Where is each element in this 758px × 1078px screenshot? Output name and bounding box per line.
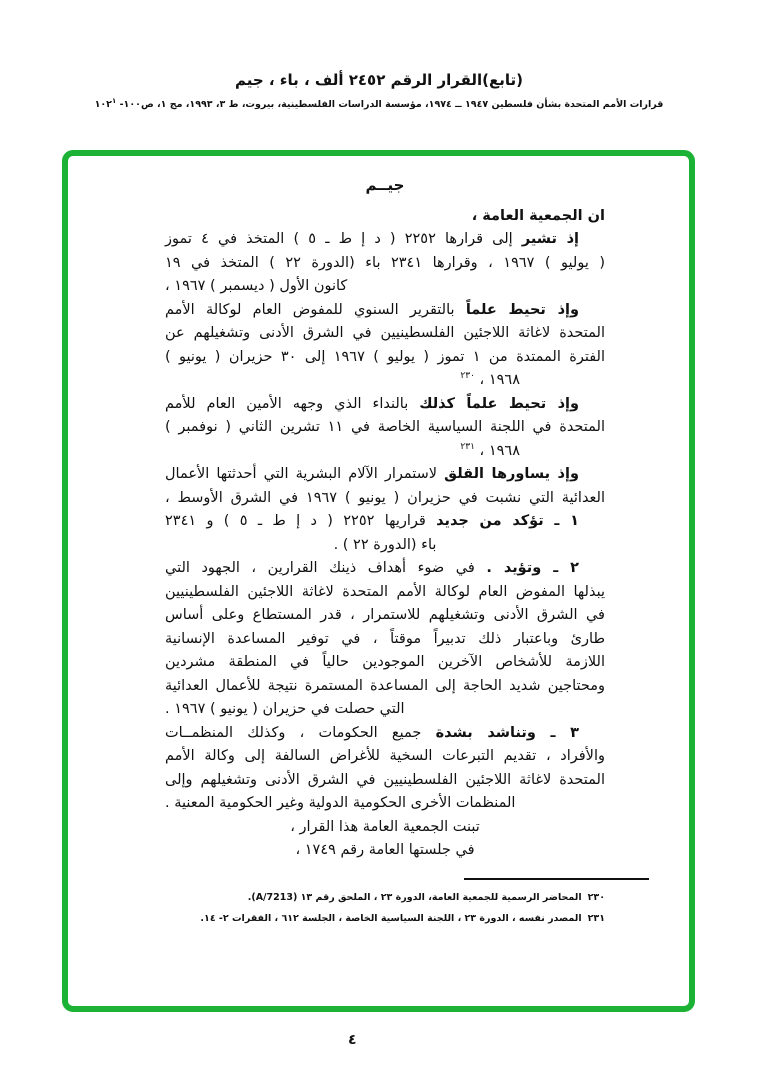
footnote-reference: ٢٣١ — [460, 441, 475, 452]
text-line: والأفراد ، تقديم التبرعات السخية للأغراض السالفة إلى وكالة الأمم — [165, 748, 605, 764]
resolution-body — [165, 174, 605, 863]
text-line: وإذ يساورها القلق لاستمرار الآلام البشرية التي أحدثتها الأعمال — [165, 466, 579, 482]
doc-header — [0, 71, 758, 110]
text-line: كانون الأول ( ديسمبر ) ١٩٦٧ ، — [165, 278, 348, 294]
text-line: العدائية التي نشبت في حزيران ( يونيو ) ١٩٦٧ في الشرق الأوسط ، — [165, 489, 606, 506]
doc-title: (تابع)القرار الرقم ٢٤٥٢ ألف ، باء ، جيم — [234, 71, 524, 89]
source-footnote-mark: ١ — [111, 97, 117, 105]
text-line: تبنت الجمعية العامة هذا القرار ، — [290, 818, 480, 835]
footnote-list — [165, 887, 605, 929]
text-line: المتحدة لاغاثة اللاجئين الفلسطينيين في الشرق الأدنى وتشغيلهم وإلى — [165, 771, 605, 788]
footnote-reference: ٢٣٠ — [460, 371, 475, 382]
highlight-border-box — [62, 150, 695, 1012]
text-line: طارئ وباعتبار ذلك تدبيراً موقتاً ، في توفير المساعدة الإنسانية — [165, 630, 605, 647]
doc-source-citation — [0, 97, 758, 110]
text-line: يبذلها المفوض العام لوكالة الأمم المتحدة لاغاثة اللاجئين الفلسطينيين — [165, 583, 605, 600]
text-line: في جلستها العامة رقم ١٧٤٩ ، — [295, 842, 475, 858]
footnote-number: ٢٣١ — [587, 913, 605, 924]
text-line: المتحدة في اللجنة السياسية الخاصة في ١١ تشرين الثاني ( نوفمبر ) — [165, 419, 605, 435]
text-line: وإذ تحيط علماً بالتقرير السنوي للمفوض العام لوكالة الأمم — [165, 301, 579, 318]
text-line: ١ ـ تؤكد من جديد قراريها ٢٢٥٢ ( د إ ط ـ ٥ ) و ٢٣٤١ — [165, 513, 579, 529]
text-line: المنظمات الأخرى الحكومية الدولية وغير الحكومية المعنية . — [165, 795, 516, 811]
footnote-item — [165, 908, 605, 929]
text-line: ١٩٦٨ ، $^{٢٣١}$ — [460, 441, 520, 459]
text-line: ( يوليو ) ١٩٦٧ ، وقرارها ٢٣٤١ باء (الدورة ٢٢ ) المتخذ في ١٩ — [165, 254, 605, 271]
text-line: ٢ ـ وتؤيد . في ضوء أهداف ذينك القرارين ، الجهود التي — [165, 560, 580, 576]
page-number: ٤ — [348, 1032, 357, 1048]
doc-source-text: قرارات الأمم المتحدة بشأن فلسطين ١٩٤٧ ــ ١٩٧٤، مؤسسة الدراسات الفلسطينية، بيروت، ط ٣، ١٩٩٣، مج ١، ص١٠٠- ١٠٢ — [94, 99, 664, 111]
text-line: اللازمة للأشخاص الآخرين الموجودين حالياً في المنطقة مشردين — [165, 654, 605, 670]
footnote-text: المصدر نفسه ، الدورة ٢٣ ، اللجنة السياسية الخاصة ، الجلسة ٦١٢ ، الفقرات ٢- ١٤. — [200, 913, 582, 924]
resolution-text-lines — [165, 205, 605, 863]
text-line: التي حصلت في حزيران ( يونيو ) ١٩٦٧ . — [165, 701, 405, 717]
text-line: باء (الدورة ٢٢ ) . — [333, 536, 437, 553]
footnote-number: ٢٣٠ — [587, 892, 605, 903]
footnote-text: المحاضر الرسمية للجمعية العامة، الدورة ٢٣ ، الملحق رقم ١٣ (A/7213). — [247, 892, 582, 903]
text-line: المتحدة لاغاثة اللاجئين الفلسطينيين في الشرق الأدنى وتشغيلهم عن — [165, 325, 605, 341]
text-line: ٣ ـ وتناشد بشدة جميع الحكومات ، وكذلك المنظمــات — [165, 724, 579, 741]
text-line: إذ تشير إلى قرارها ٢٢٥٢ ( د إ ط ـ ٥ ) المتخذ في ٤ تموز — [165, 231, 579, 247]
footnotes-block — [165, 878, 605, 929]
text-line: ان الجمعية العامة ، — [471, 207, 605, 224]
text-line: في الشرق الأدنى وتشغيلهم للاستمرار ، قدر المستطاع وعلى أساس — [165, 607, 605, 623]
footnote-item — [165, 887, 605, 908]
text-line: ومحتاجين شديد الحاجة إلى المساعدة المستمرة نتيجة للأعمال العدائية — [165, 677, 605, 694]
section-heading: جيــم — [365, 176, 405, 194]
footnote-divider-rule — [464, 878, 649, 880]
text-line: الفترة الممتدة من ١ تموز ( يوليو ) ١٩٦٧ إلى ٣٠ حزيران ( يونيو ) — [165, 348, 605, 365]
text-line: وإذ تحيط علماً كذلك بالنداء الذي وجهه الأمين العام للأمم — [165, 395, 580, 412]
text-line: ١٩٦٨ ، $^{٢٣٠}$ — [460, 371, 520, 388]
